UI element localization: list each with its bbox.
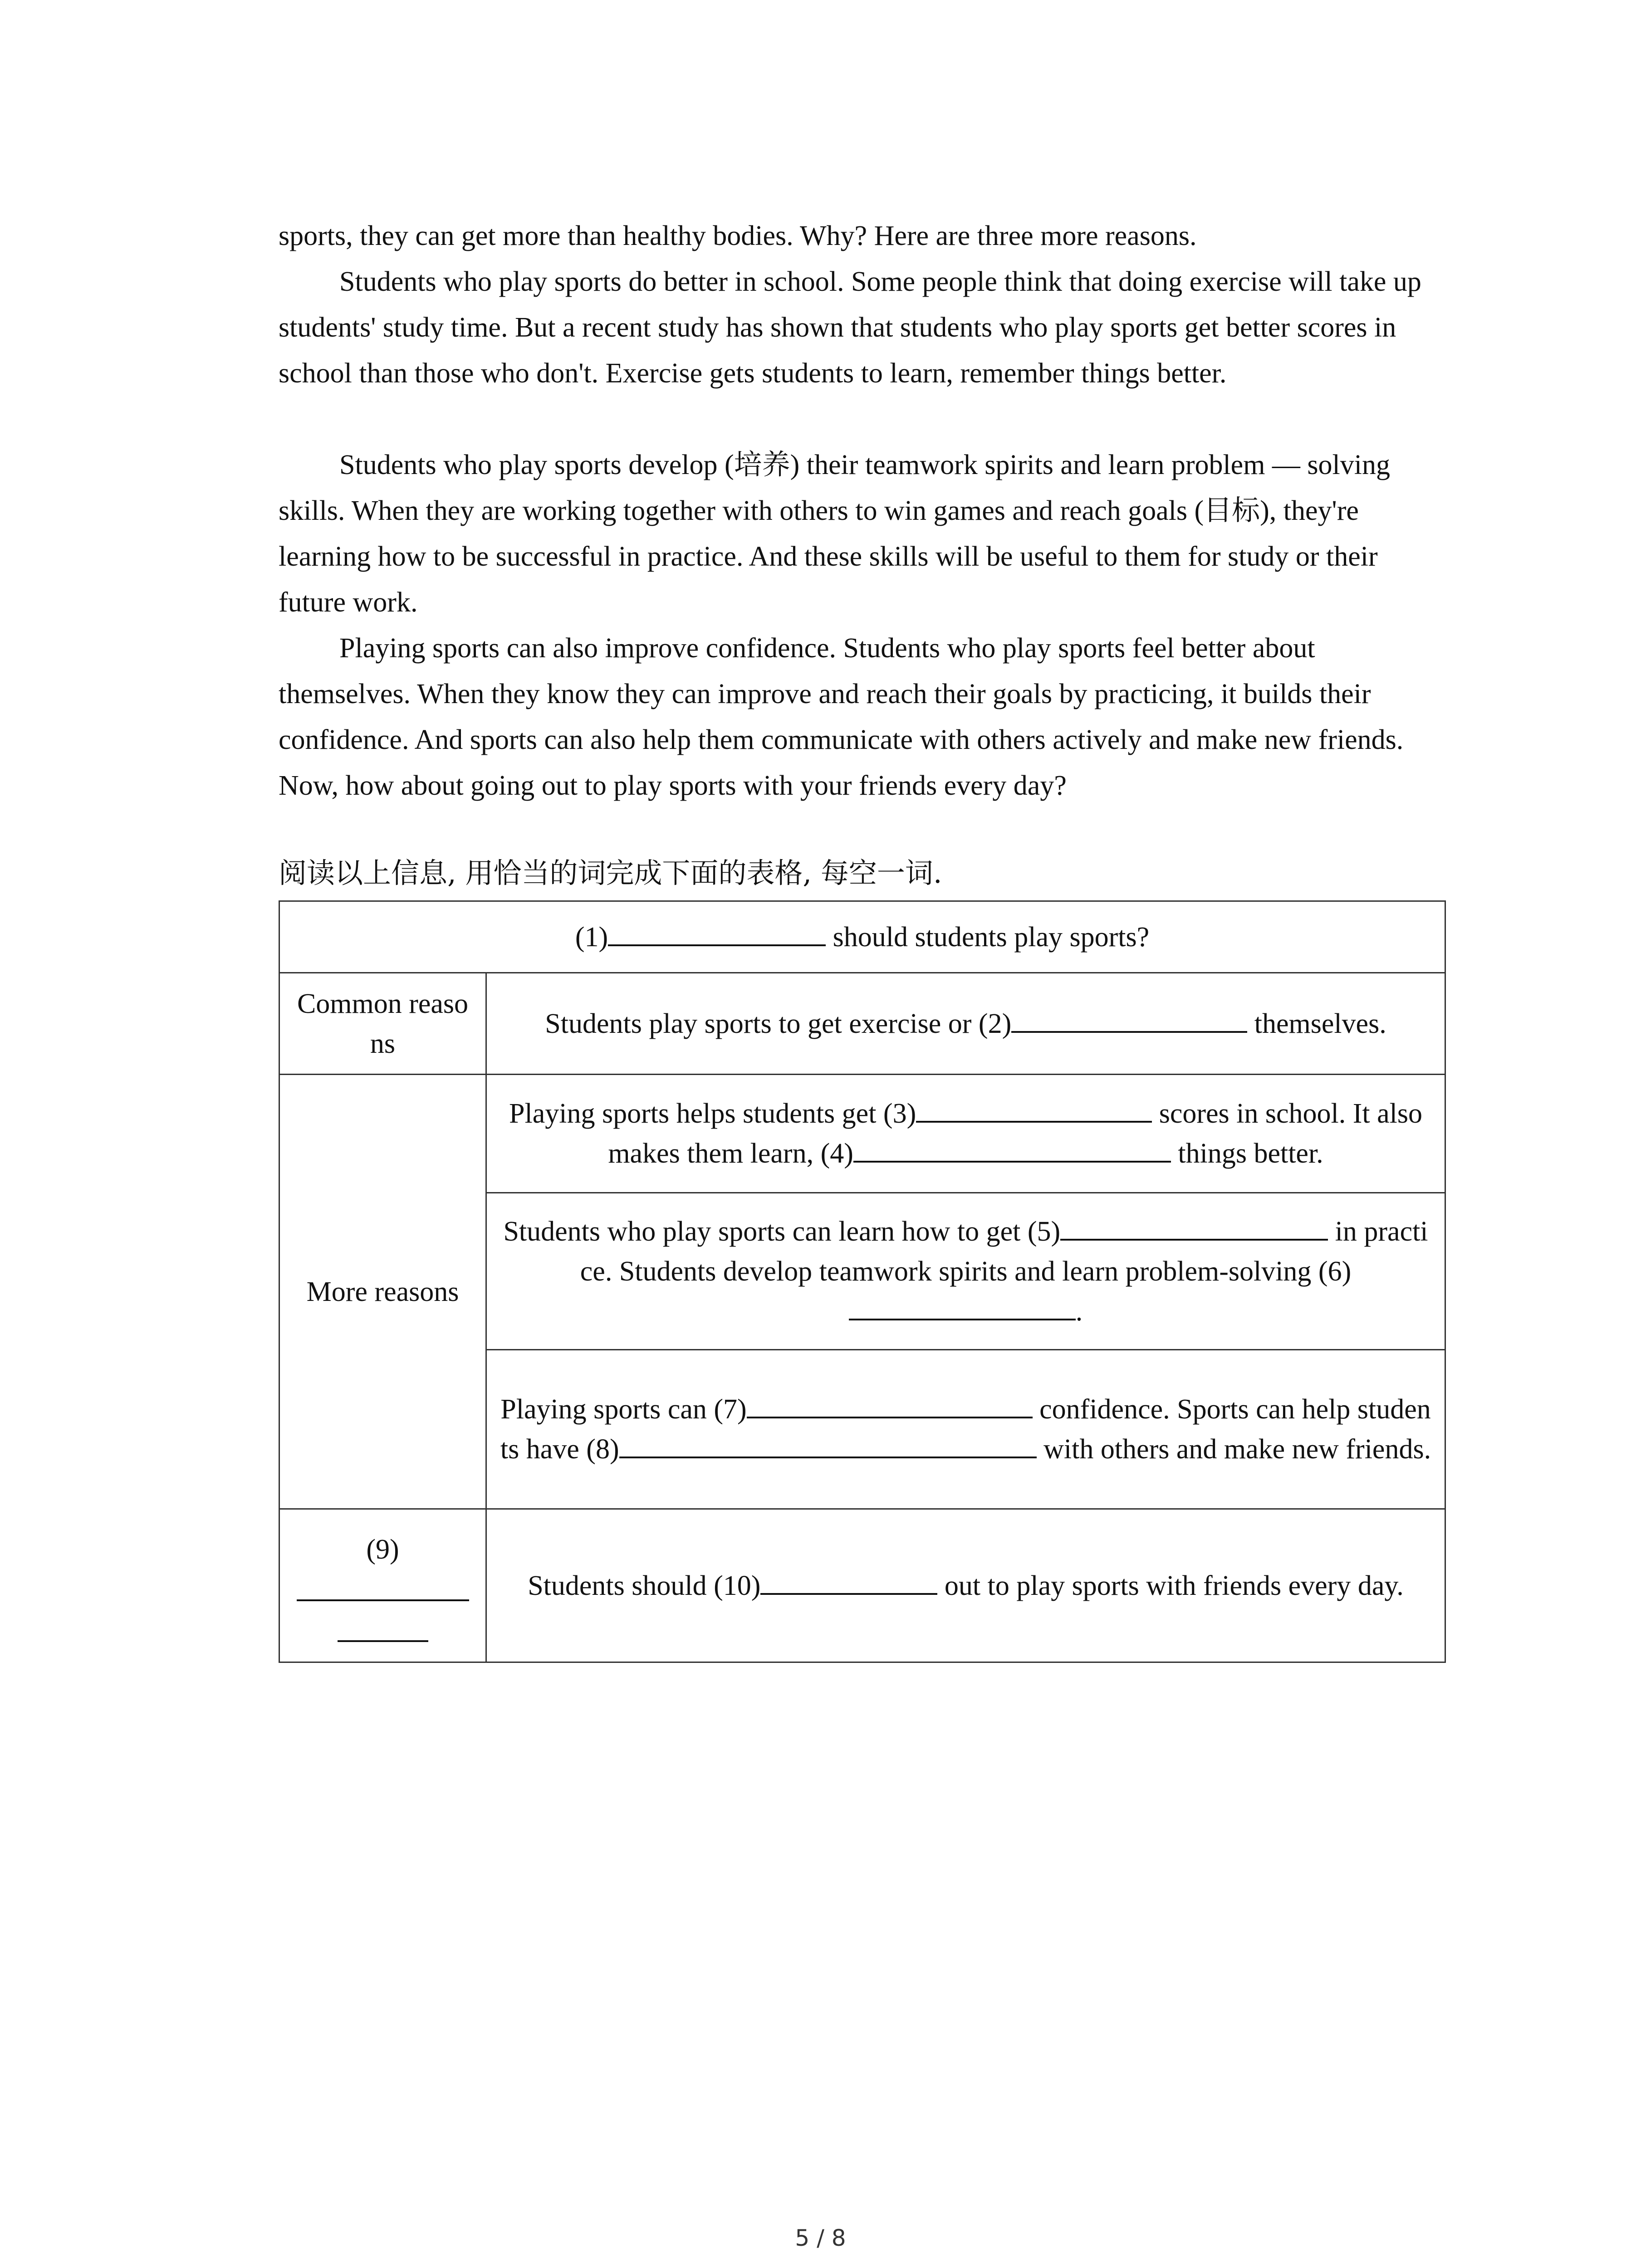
blank-4[interactable]	[853, 1135, 1171, 1163]
conclusion-cell	[486, 1509, 1445, 1662]
blank-8[interactable]	[619, 1431, 1037, 1458]
cell-text: out to play sports with friends every day.	[937, 1570, 1404, 1601]
page-number: 5 / 8	[795, 2225, 846, 2251]
table-row	[279, 901, 1445, 973]
blank-5[interactable]	[1060, 1213, 1328, 1241]
instruction-text: 阅读以上信息, 用恰当的词完成下面的表格, 每空一词.	[279, 856, 942, 890]
table-row	[279, 1075, 1445, 1193]
cell-text: Playing sports can (7)	[500, 1394, 747, 1425]
blank-7[interactable]	[747, 1391, 1033, 1418]
blank-9-label: (9)	[366, 1534, 399, 1565]
more-reasons-cell-b	[486, 1193, 1445, 1350]
blank-9[interactable]	[297, 1574, 469, 1601]
cell-text: in practice. Students develop teamwork spirits and learn problem-solving (6)	[580, 1216, 1428, 1287]
passage-paragraph-2: Students who play sports develop (培养) their teamwork spirits and learn problem — solving skills. When they are working together with others to win games and reach goals (目标), they're learning how to be successful in practice. And these skills will be useful to them for study or their future work.	[279, 450, 1391, 618]
passage-paragraph-1: Students who play sports do better in school. Some people think that doing exercise will take up students' study time. But a recent study has shown that students who play sports get better scores in school than those who don't. Exercise gets students to learn, remember things better.	[279, 266, 1421, 389]
cell-text: confidence. Sports can help students have (8)	[500, 1394, 1431, 1465]
cell-text: with others and make new friends.	[1036, 1434, 1431, 1465]
passage-paragraph-0: sports, they can get more than healthy bodies. Why? Here are three more reasons.	[279, 220, 1197, 251]
cell-text: Students play sports to get exercise or (2)	[545, 1008, 1012, 1039]
table-header-cell	[279, 901, 1445, 973]
blank-2[interactable]	[1011, 1006, 1247, 1033]
cell-text: Students should (10)	[528, 1570, 761, 1601]
cell-text: themselves.	[1247, 1008, 1386, 1039]
cell-text: .	[1075, 1295, 1083, 1327]
row-label-common-reasons: Common reasons	[279, 973, 486, 1075]
blank-10[interactable]	[760, 1568, 937, 1595]
row-label-blank-9	[279, 1509, 486, 1662]
cell-text: Students who play sports can learn how to get (5)	[503, 1216, 1061, 1247]
cell-text: scores in school. It also makes them learn, (4)	[608, 1098, 1422, 1169]
more-reasons-cell-c	[486, 1350, 1445, 1509]
table-row	[279, 973, 1445, 1075]
header-question-text: should students play sports?	[826, 921, 1150, 953]
fill-in-table	[279, 900, 1446, 1663]
blank-9-continued[interactable]	[338, 1615, 428, 1642]
blank-6[interactable]	[849, 1293, 1076, 1320]
more-reasons-cell-a	[486, 1075, 1445, 1193]
row-label-more-reasons: More reasons	[279, 1075, 486, 1509]
blank-1-label: (1)	[575, 921, 608, 953]
blank-1[interactable]	[608, 919, 826, 946]
blank-3[interactable]	[916, 1095, 1152, 1123]
passage-paragraph-3: Playing sports can also improve confidence. Students who play sports feel better about themselves. When they know they can improve and reach their goals by practicing, it builds their confidence. And sports can also help them communicate with others actively and make new friends. Now, how about going out to play sports with your friends every day?	[279, 633, 1404, 801]
common-reasons-cell	[486, 973, 1445, 1075]
cell-text: Playing sports helps students get (3)	[509, 1098, 916, 1129]
table-row	[279, 1509, 1445, 1662]
cell-text: things better.	[1171, 1138, 1323, 1169]
